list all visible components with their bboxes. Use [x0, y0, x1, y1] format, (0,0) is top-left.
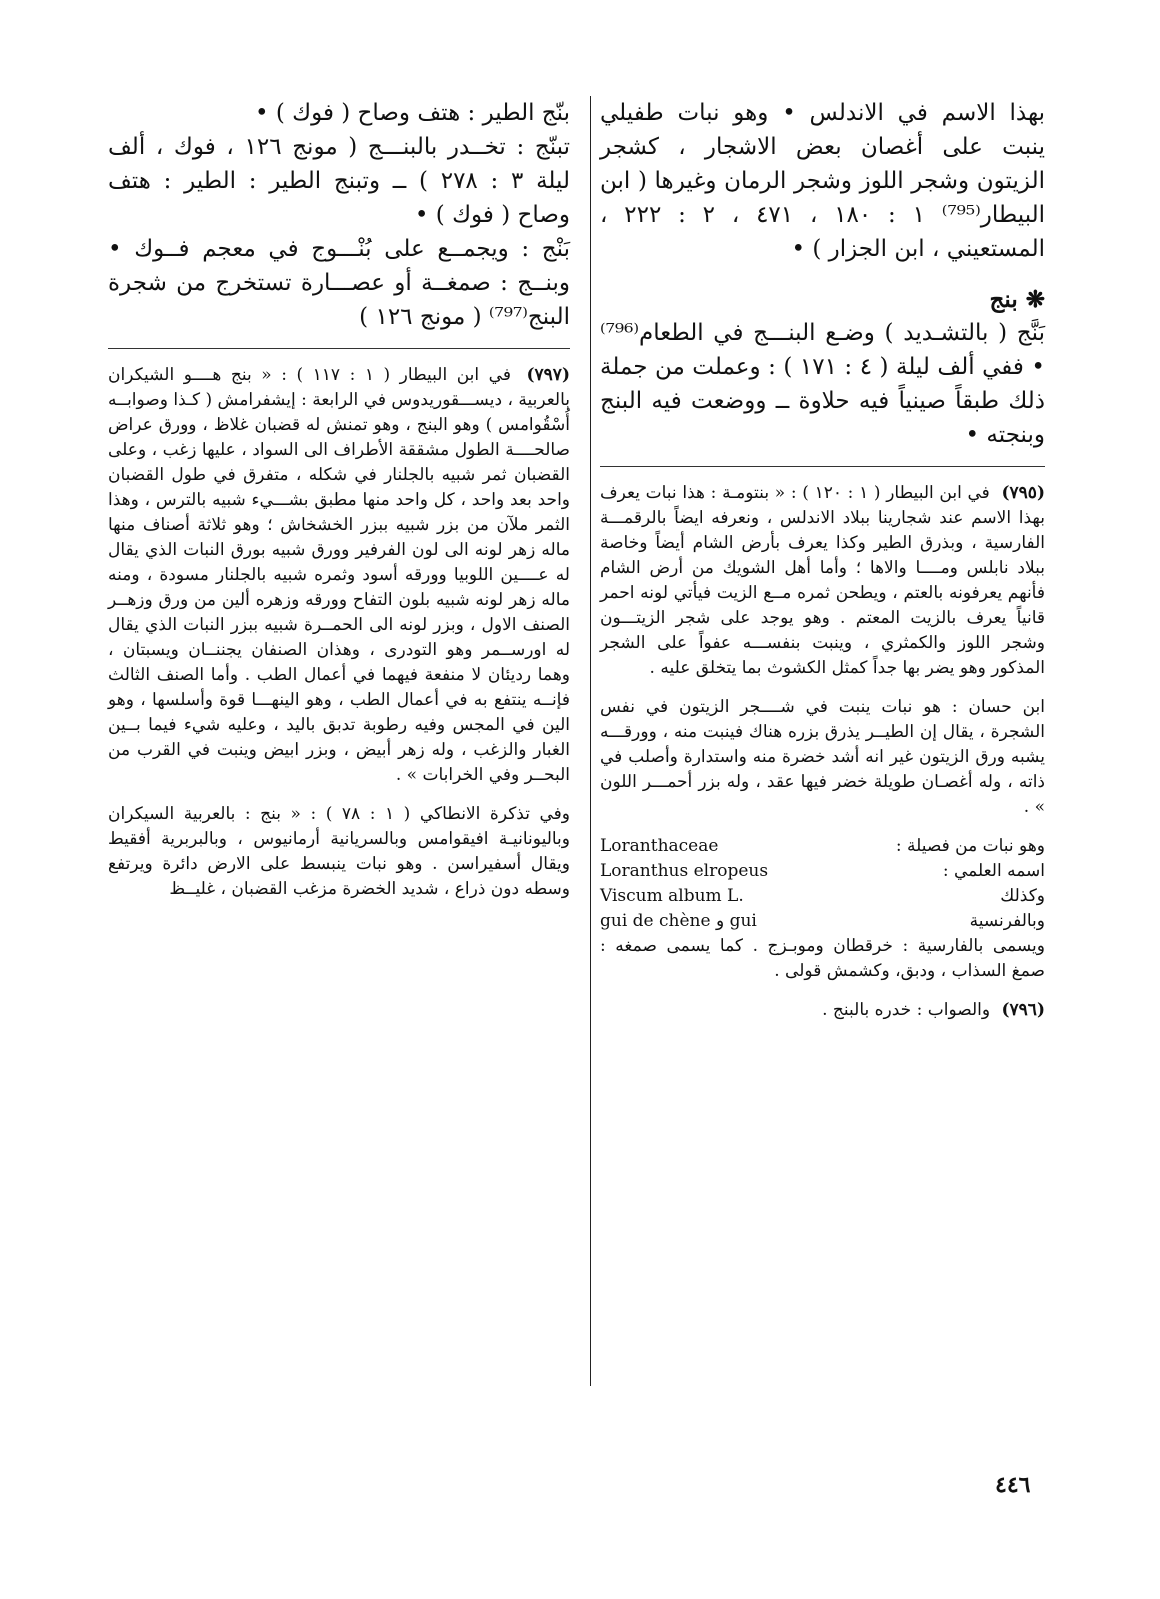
latin-row	[600, 834, 1045, 859]
footnote-divider	[108, 348, 570, 349]
left-column	[108, 96, 570, 916]
latin-name: Loranthus elropeus	[600, 861, 769, 881]
persian-names: ويسمى بالفارسية : خرقطان وموبـزج . كما يسمى صمغه : صمغ السذاب ، ودبق، وكشمش قولى .	[600, 936, 1045, 981]
latin-row-label: وبالفرنسية	[969, 911, 1045, 931]
latin-row	[600, 859, 1045, 884]
footnote-text: والصواب : خدره بالبنج .	[822, 1000, 991, 1020]
entry-text: بَنَّج ( بالتشـديد ) وضـع البنـــج في الطعام⁽⁷⁹⁶⁾ • ففي ألف ليلة ( ٤ : ١٧١ ) : وعملت من جملة ذلك طبقاً صينياً فيه حلاوة ــ ووضعت فيه البنج وبنجته •	[600, 320, 1045, 448]
main-paragraph: بهذا الاسم في الاندلس • وهو نبات طفيلي ينبت على أغصان بعض الاشجار ، كشجر الزيتون وشجر اللوز وشجر الرمان وغيرها ( ابن البيطار⁽⁷⁹⁵⁾ ١ : ١٨٠ ، ٤٧١ ، ٢ : ٢٢٢ ، المستعيني ، ابن الجزار ) •	[600, 100, 1046, 262]
antaki-text: وفي تذكرة الانطاكي ( ١ : ٧٨ ) : « بنج : بالعربية السيكران وباليونانيـة افيقوامس وبالسريانية أرمانيوس ، وبالبربرية أفقيط ويقال أسفيراسن . وهو نبات ينبسط على الارض دائرة ويرتفع وسطه دون ذراع ، شديد الخضرة مزغب القضبان ، غليــظ	[108, 804, 570, 899]
text-line: تبنّج : تخــدر بالبنـــج ( مونج ١٢٦ ، فوك ، ألف ليلة ٣ : ٢٧٨ ) ــ وتبنج الطير : الطير : هتف وصاح ( فوك ) •	[108, 134, 570, 228]
footnote-text: في ابن البيطار ( ١ : ١١٧ ) : « بنج هــــو الشيكران بالعربية ، ديســـقوريدوس في الرابعة : إيشفرامش ( كـذا وصوابــه أُسْقُوامس ) وهو البنج ، وهو تمنش له قضبان غلاظ ، وورق عراض صالحــــة الطول مشققة الأطراف الى السواد ، عليها زغب ، وعلى القضبان ثمر شبيه بالجلنار في شكله ، متفرق في طول القضبان واحد بعد واحد ، كل واحد منها مطبق بشـــيء شبيه بالترس ، وهذا الثمر ملآن من بزر شبيه ببزر الخشخاش ؛ وهو ثلاثة أصناف منها ماله زهر لونه الى لون الفرفير وورق شبيه بورق النبات الذي يقال له عــــين اللوبيا وورقه أسود وثمره شبيه بالجلنار مسودة ، ومنه ماله زهر لونه شبيه بلون التفاح وورقه وزهره ألين من ورق وزهــر الصنف الاول ، وبزر لونه الى الحمــرة شبيه ببزر النبات الذي يقال له اورســمر وهو التودرى ، وهذان الصنفان يجننــان ويسبتان ، وهما رديئان لا منفعة فيهما في أعمال الطب . وأما الصنف الثالث فإنــه ينتفع به في أعمال الطب ، وهو الينهـــا قوة وأسلسها ، وهو الين في المجس وفيه رطوبة تدبق باليد ، وعليه شيء فيما بــين الغبار والزغب ، وله زهر أبيض ، وبزر ابيض وينبت في القرب من البحــر وفي الخرابات » .	[108, 365, 570, 785]
footnote-number: (٧٩٥)	[1001, 483, 1045, 503]
latin-row-label: وهو نبات من فصيلة :	[895, 836, 1045, 856]
footnote-number: (٧٩٦)	[1001, 1000, 1045, 1020]
footnote-797	[108, 363, 570, 902]
page-number: ٤٤٦	[995, 1472, 1031, 1498]
column-divider	[590, 96, 591, 1386]
right-column	[600, 96, 1045, 1037]
latin-row	[600, 884, 1045, 909]
latin-row	[600, 909, 1045, 934]
footnote-number: (٧٩٧)	[526, 365, 570, 385]
text-line: بَنْج : ويجمــع على بُنْـــوج في معجم فــوك • وبنــج : صمغــة أو عصـــارة تستخرج من شجرة البنج⁽⁷⁹⁷⁾ ( مونج ١٢٦ )	[108, 236, 570, 330]
latin-row-label: وكذلك	[1000, 886, 1045, 906]
latin-name: gui de chène و gui	[600, 911, 757, 931]
text-line: بنّج الطير : هتف وصاح ( فوك ) •	[254, 100, 570, 126]
latin-row-label: اسمه العلمي :	[942, 861, 1045, 881]
footnote-795	[600, 481, 1045, 1023]
ibn-hassan-text: ابن حسان : هو نبات ينبت في شــــجر الزيتون في نفس الشجرة ، يقال إن الطيــر يذرق بزره هناك فينبت منه ، وورقـــه يشبه ورق الزيتون غير انه أشد خضرة منه واستدارة وأصلب في ذاته ، وله أغصـان طويلة خضر فيها عقد ، وله بزر أحمـــر اللون » .	[600, 697, 1045, 817]
footnote-text: في ابن البيطار ( ١ : ١٢٠ ) : « بنتومـة : هذا نبات يعرف بهذا الاسم عند شجارينا ببلاد الاندلس ، ونعرفه ايضاً بالرقمـــة الفارسية ، وبذرق الطير وكذا يعرف بأرض الشام أيضاً وخاصة ببلاد نابلس ومــــا والاها ؛ وأما أهل الشويك من أرض الشام فأنهم يعرفونه بالعتم ، ويطحن ثمره مــع الزيت فيأتي لونه احمر قانياً يعرف بالزيت المعتم . وهو يوجد على شجر الزيتـــون وشجر اللوز والكمثري ، وينبت بنفســـه عفواً على الشجر المذكور وهو يضر بها جداً كمثل الكشوث بما يتخلق عليه .	[600, 483, 1045, 678]
footnote-divider	[600, 466, 1045, 467]
latin-name: Loranthaceae	[600, 836, 719, 856]
latin-name: Viscum album L.	[600, 886, 744, 906]
left-main-text	[108, 96, 570, 334]
entry-heading: ❋ بنج	[989, 286, 1045, 313]
